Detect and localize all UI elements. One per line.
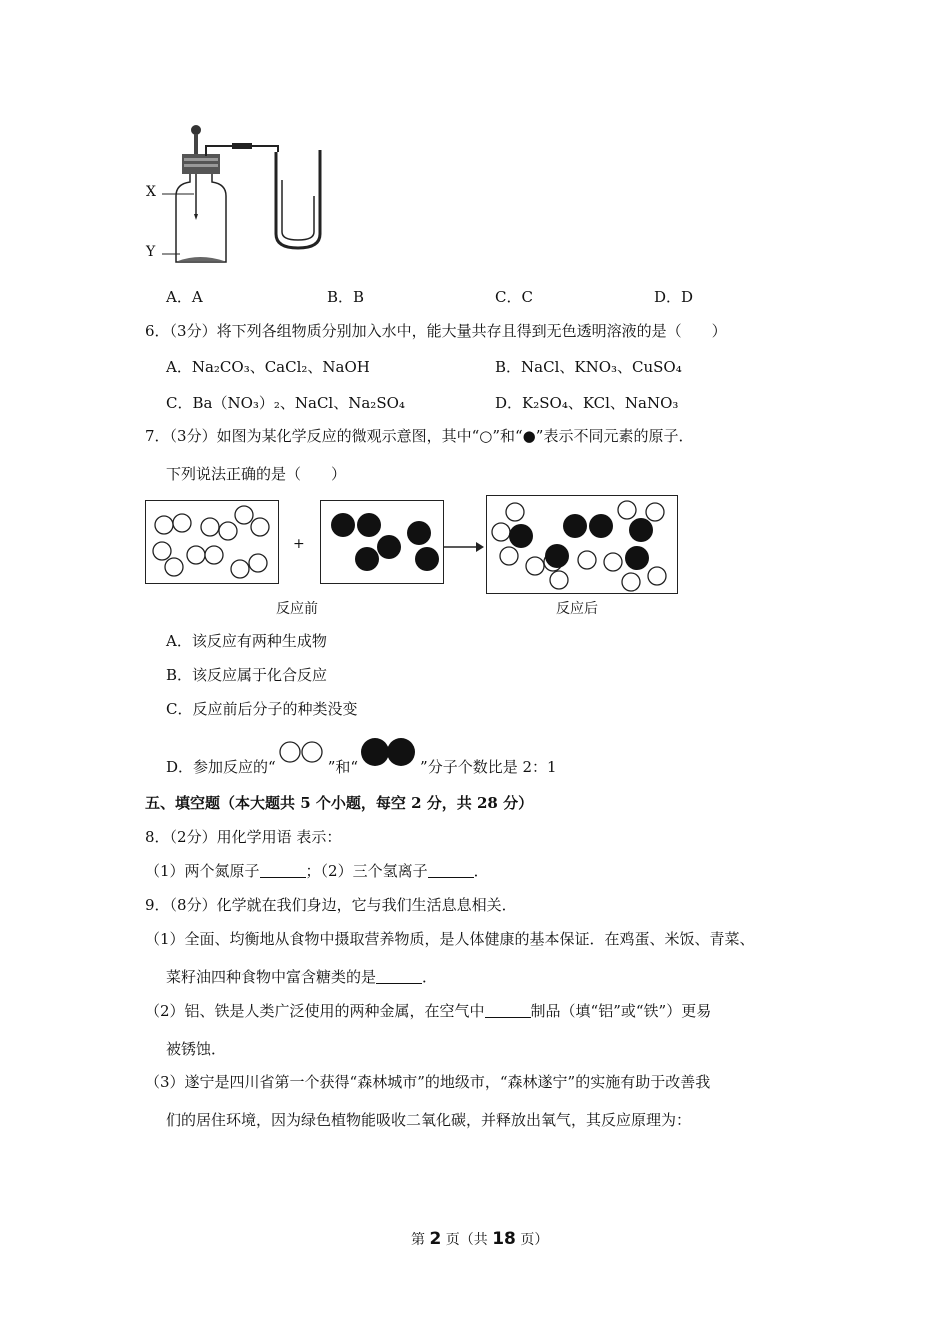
- q9-p2-line2: 被锈蚀．: [166, 1040, 227, 1058]
- footer-total-pages: 18: [492, 1229, 516, 1249]
- q7-option-c: C．反应前后分子的种类没变: [166, 700, 358, 718]
- reactant-box-white: [145, 500, 279, 584]
- white-molecule-icon: [278, 739, 326, 765]
- q9-blank1[interactable]: [376, 969, 422, 984]
- apparatus-figure: [140, 120, 340, 270]
- white-molecules: [146, 501, 278, 583]
- q8-part2: ；（2）三个氢离子: [305, 862, 428, 880]
- q8-blank1[interactable]: [260, 863, 306, 878]
- black-molecules: [321, 501, 443, 583]
- q8-part1: （1）两个氮原子: [145, 862, 260, 880]
- q6-option-a: A．Na₂CO₃、CaCl₂、NaOH: [166, 358, 370, 376]
- q9-p2-text-a: （2）铝、铁是人类广泛使用的两种金属，在空气中: [145, 1002, 485, 1020]
- footer-mid: 页（共: [441, 1232, 493, 1248]
- caption-before: 反应前: [276, 601, 318, 617]
- q9-p2-text-b: 制品（填“铝”或“铁”）更易: [530, 1002, 712, 1020]
- q5-option-a: A．A: [166, 288, 203, 306]
- product-box: [486, 495, 678, 594]
- q7-option-d-mid: ”和“: [327, 757, 359, 776]
- q8-end: ．: [473, 862, 489, 880]
- q9-p3-line1: （3）遂宁是四川省第一个获得“森林城市”的地级市，“森林遂宁”的实施有助于改善我: [145, 1073, 711, 1091]
- footer-page-number: 2: [429, 1229, 442, 1249]
- q9-p1-line2: [166, 966, 437, 987]
- product-molecules: [487, 496, 677, 593]
- q5-option-c: C．C: [495, 288, 533, 306]
- section5-title: 五、填空题（本大题共 5 个小题，每空 2 分，共 28 分）: [145, 794, 534, 812]
- reaction-arrow: [444, 540, 484, 554]
- q9-stem: 9．（8分）化学就在我们身边，它与我们生活息息相关．: [145, 896, 517, 914]
- q9-p2-line1: [145, 1000, 711, 1021]
- apparatus-diagram: [140, 120, 340, 270]
- footer-post: 页）: [515, 1232, 549, 1248]
- q6-option-b: B．NaCl、KNO₃、CuSO₄: [495, 358, 682, 376]
- reactant-box-black: [320, 500, 444, 584]
- q7-option-d-post: ”分子个数比是 2：1: [420, 757, 557, 776]
- black-molecule-icon: [360, 736, 418, 768]
- page-footer: [411, 1229, 548, 1249]
- q9-p1-line1: （1）全面、均衡地从食物中摄取营养物质，是人体健康的基本保证．在鸡蛋、米饭、青菜、: [145, 930, 755, 948]
- label-x: X: [146, 184, 156, 200]
- q5-option-d: D．D: [654, 288, 694, 306]
- q8-parts: [145, 860, 489, 881]
- q8-blank2[interactable]: [428, 863, 474, 878]
- footer-pre: 第: [411, 1232, 430, 1248]
- caption-after: 反应后: [556, 601, 598, 617]
- q6-option-d: D．K₂SO₄、KCl、NaNO₃: [495, 394, 679, 412]
- q7-option-d-pre: D．参加反应的“: [166, 757, 276, 776]
- q9-p3-line2: 们的居住环境，因为绿色植物能吸收二氧化碳，并释放出氧气，其反应原理为：: [166, 1111, 692, 1129]
- q9-p1-end: ．: [422, 968, 438, 986]
- q7-option-a: A．该反应有两种生成物: [166, 632, 327, 650]
- label-y: Y: [146, 244, 156, 260]
- q6-option-c: C．Ba（NO₃）₂、NaCl、Na₂SO₄: [166, 394, 405, 412]
- q7-option-d: [166, 732, 557, 776]
- q7-stem-line1: 7．（3分）如图为某化学反应的微观示意图，其中“○”和“●”表示不同元素的原子．: [145, 427, 694, 445]
- q9-p1-text: 菜籽油四种食物中富含糖类的是: [166, 968, 377, 986]
- q5-option-b: B．B: [327, 288, 365, 306]
- q7-stem-line2: 下列说法正确的是（ ）: [166, 465, 347, 483]
- q6-stem: 6．（3分）将下列各组物质分别加入水中，能大量共存且得到无色透明溶液的是（ ）: [145, 322, 727, 340]
- q7-option-b: B．该反应属于化合反应: [166, 666, 328, 684]
- q8-stem: 8．（2分）用化学用语 表示：: [145, 828, 342, 846]
- q9-blank2[interactable]: [485, 1003, 531, 1018]
- plus-sign: +: [293, 536, 305, 552]
